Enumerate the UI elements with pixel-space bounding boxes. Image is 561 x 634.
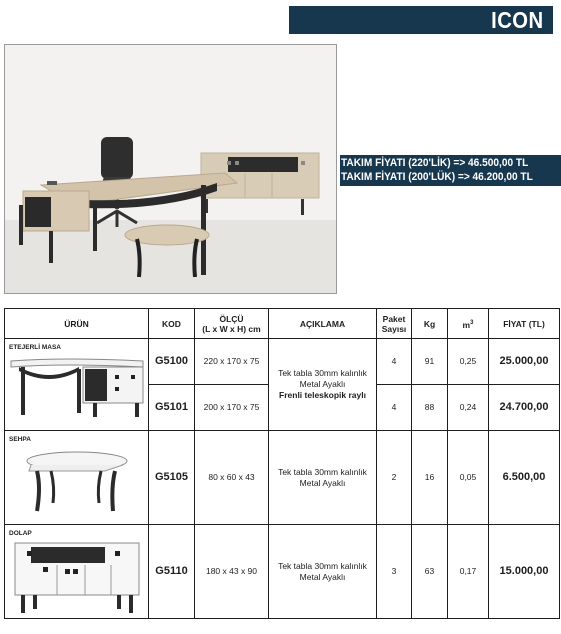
coffee-table-product-image: [5, 431, 149, 525]
description-cell: [269, 339, 377, 431]
header-kg: Kg: [412, 309, 448, 339]
header-kod: KOD: [149, 309, 195, 339]
kod-cell: G5100: [149, 339, 195, 385]
product-name: DOLAP: [9, 530, 32, 537]
table-row: [5, 431, 560, 525]
kg-cell: 63: [412, 525, 448, 619]
description-line: Tek tabla 30mm kalınlık: [278, 560, 367, 571]
description-line-bold: Frenli teleskopik raylı: [279, 390, 366, 400]
table-row: [5, 339, 560, 385]
m3-cell: 0,17: [448, 525, 489, 619]
kod-cell: G5110: [149, 525, 195, 619]
header-aciklama: AÇIKLAMA: [269, 309, 377, 339]
kod-cell: G5105: [149, 431, 195, 525]
collection-photo: [4, 44, 337, 294]
kg-cell: 91: [412, 339, 448, 385]
olcu-cell: 180 x 43 x 90: [195, 525, 269, 619]
cabinet-product-image: [5, 525, 149, 619]
product-cell-etejerli-masa: [5, 339, 149, 431]
description-cell: [269, 525, 377, 619]
set-price-200: TAKIM FİYATI (200'LÜK) => 46.200,00 TL: [341, 171, 533, 183]
price-table: [4, 308, 560, 619]
collection-title: ICON: [490, 7, 543, 33]
product-cell-dolap: [5, 525, 149, 619]
header-olcu: ÖLÇÜ (L x W x H) cm: [195, 309, 269, 339]
kg-cell: 16: [412, 431, 448, 525]
description-line: Tek tabla 30mm kalınlık: [278, 466, 367, 477]
m3-cell: 0,25: [448, 339, 489, 385]
fiyat-cell: 15.000,00: [489, 525, 560, 619]
kod-cell: G5101: [149, 385, 195, 431]
kg-cell: 88: [412, 385, 448, 431]
product-name: SEHPA: [9, 436, 31, 443]
table-row: [5, 525, 560, 619]
product-cell-sehpa: [5, 431, 149, 525]
header-urun: ÜRÜN: [5, 309, 149, 339]
description-line: Metal Ayaklı: [299, 571, 346, 582]
paket-cell: 3: [377, 525, 412, 619]
fiyat-cell: 24.700,00: [489, 385, 560, 431]
m3-cell: 0,05: [448, 431, 489, 525]
olcu-cell: 80 x 60 x 43: [195, 431, 269, 525]
description-line: Metal Ayaklı: [299, 477, 346, 488]
set-price-220: TAKIM FİYATI (220'LİK) => 46.500,00 TL: [341, 157, 529, 169]
desk-product-image: [5, 339, 149, 431]
product-name: ETEJERLİ MASA: [9, 344, 62, 351]
fiyat-cell: 25.000,00: [489, 339, 560, 385]
m3-cell: 0,24: [448, 385, 489, 431]
paket-cell: 4: [377, 339, 412, 385]
description-cell: [269, 431, 377, 525]
header-m3: $m^3$: [448, 309, 489, 339]
olcu-cell: 220 x 170 x 75: [195, 339, 269, 385]
brand-title-bar: [289, 6, 553, 34]
paket-cell: 4: [377, 385, 412, 431]
header-fiyat: FİYAT (TL): [489, 309, 560, 339]
office-set-illustration: [5, 45, 337, 294]
header-paket: Paket Sayısı: [377, 309, 412, 339]
description-line: Metal Ayaklı: [299, 379, 346, 389]
olcu-cell: 200 x 170 x 75: [195, 385, 269, 431]
table-header-row: [5, 309, 560, 339]
paket-cell: 2: [377, 431, 412, 525]
fiyat-cell: 6.500,00: [489, 431, 560, 525]
set-price-banner: [340, 155, 561, 186]
description-line: Tek tabla 30mm kalınlık: [278, 368, 367, 378]
